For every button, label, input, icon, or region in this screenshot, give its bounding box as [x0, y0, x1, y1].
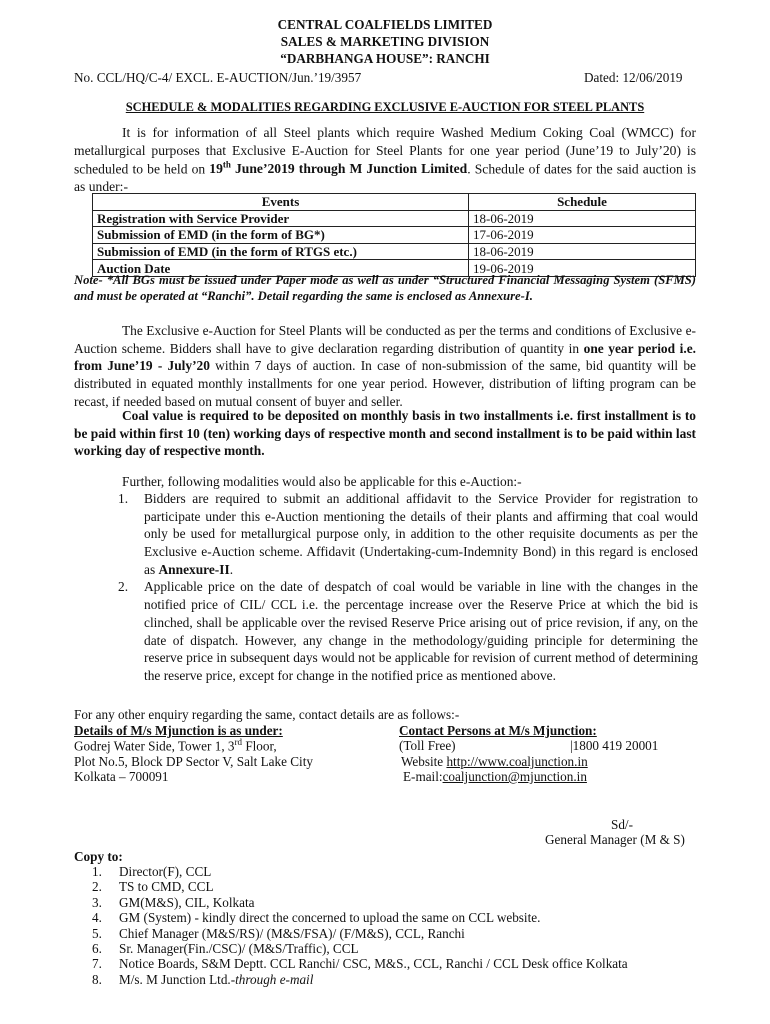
- item-end: .: [229, 561, 234, 577]
- date-cell: 18-06-2019: [469, 243, 696, 260]
- contact-persons-heading: Contact Persons at M/s Mjunction:: [399, 723, 597, 738]
- signatory-title: General Manager (M & S): [545, 832, 685, 847]
- auction-day: 19: [209, 161, 223, 177]
- payment-installments-paragraph: Coal value is required to be deposited on monthly basis in two installments i.e. first installment is to be paid within first 10 (ten) working days of respective month and second installment is to be paid within last working day of respective month.: [74, 408, 696, 459]
- event-cell: Submission of EMD (in the form of RTGS etc.): [93, 243, 469, 260]
- copy-to-heading: Copy to:: [74, 849, 123, 864]
- intro-text-end: . Schedule of dates for the said auction is as under:-: [74, 161, 696, 195]
- date-cell: 17-06-2019: [469, 227, 696, 244]
- item-number: 2.: [118, 579, 129, 595]
- toll-free-label: (Toll Free): [399, 738, 456, 753]
- item-number: 1.: [118, 491, 129, 506]
- schedule-header: Schedule: [469, 194, 696, 211]
- conditions-text-end: within 7 days of auction. In case of non-submission of the same, bid quantity will be distributed in equated monthly installments for one year period. However, distribution of lifting program can be recast, if needed based on mutual consent of buyer and seller.: [74, 358, 696, 409]
- document-date: Dated: 12/06/2019: [584, 70, 683, 85]
- recipient: M/s. M Junction Ltd.: [119, 971, 231, 987]
- recipient: GM(M&S), CIL, Kolkata: [119, 894, 255, 910]
- item-number: 3.: [92, 894, 102, 910]
- conditions-text: The Exclusive e-Auction for Steel Plants will be conducted as per the terms and conditions of Exclusive e-Auction scheme. Bidders shall have to give declaration regarding distribution of quantity in: [74, 323, 696, 356]
- list-item: [92, 909, 628, 924]
- list-item: [92, 971, 628, 986]
- copy-to-list: [92, 863, 628, 986]
- table-row: [93, 243, 696, 260]
- modalities-intro: Further, following modalities would also be applicable for this e-Auction:-: [122, 474, 522, 489]
- annexure-ref: Annexure-II: [158, 561, 230, 577]
- toll-free-number: |1800 419 20001: [570, 738, 659, 753]
- recipient: TS to CMD, CCL: [119, 879, 214, 895]
- list-item: [92, 955, 628, 970]
- list-item: [92, 940, 628, 955]
- list-item: [92, 894, 628, 909]
- item-number: 6.: [92, 940, 102, 956]
- division-name: SALES & MARKETING DIVISION: [280, 34, 490, 49]
- auction-date-text: June’2019 through M Junction Limited: [230, 161, 468, 177]
- address-line-3: Kolkata – 700091: [74, 769, 169, 784]
- table-row: [93, 210, 696, 227]
- intro-text: It is for information of all Steel plants which require Washed Medium Coking Coal (WMCC) for metallurgical purposes that Exclusive E-Auction for Steel Plants for one year period (June’19 to July’20) is scheduled to be held on: [74, 125, 696, 177]
- email-line: [403, 768, 587, 785]
- mjunction-details-heading: Details of M/s Mjunction is as under:: [74, 723, 283, 738]
- events-header: Events: [93, 194, 469, 211]
- list-item: [92, 878, 628, 893]
- list-item: [118, 578, 698, 684]
- address-text: Godrej Water Side, Tower 1, 3: [74, 738, 235, 754]
- floor-suffix: rd: [234, 737, 243, 747]
- event-cell: Registration with Service Provider: [93, 210, 469, 227]
- item-number: 5.: [92, 925, 102, 941]
- recipient: Notice Boards, S&M Deptt. CCL Ranchi/ CSC, M&S., CCL, Ranchi / CCL Desk office Kolkata: [119, 956, 628, 972]
- delivery-method: -through e-mail: [230, 971, 314, 987]
- office-name: “DARBHANGA HOUSE”: RANCHI: [280, 51, 490, 66]
- item-number: 4.: [92, 910, 102, 926]
- email-link[interactable]: coaljunction@mjunction.in: [442, 769, 587, 784]
- item-number: 8.: [92, 971, 102, 987]
- auction-conditions-paragraph: [74, 322, 696, 410]
- recipient: Director(F), CCL: [119, 864, 212, 879]
- item-text: Applicable price on the date of despatch of coal would be variable in line with the changes in the notified price of CIL/ CCL i.e. the percentage increase over the Reserve Price at which the bid is clinched, shall be applicable over the revised Reserve Price arising out of price revision, if any, on the date of dispatch. However, any change in the methodology/guiding principle for determining the reserve price in subsequent days would not be applicable for revision of current method of determining the reserve price, except for change in the notified price as mentioned above.: [144, 579, 698, 683]
- recipient: Chief Manager (M&S/RS)/ (M&S/FSA)/ (F/M&S), CCL, Ranchi: [119, 925, 465, 941]
- subject-line: SCHEDULE & MODALITIES REGARDING EXCLUSIVE E-AUCTION FOR STEEL PLANTS: [125, 100, 645, 114]
- list-item: [92, 925, 628, 940]
- intro-paragraph: [74, 124, 696, 196]
- date-cell: 18-06-2019: [469, 210, 696, 227]
- website-link[interactable]: http://www.coaljunction.in: [446, 754, 588, 769]
- address-floor: Floor,: [242, 738, 277, 754]
- item-text: Bidders are required to submit an additional affidavit to the Service Provider for registration to participate under this e-Auction mentioning the details of their plants and affirming that coal would only be used for metallurgical purpose only, in addition to the other requisite documents as per the Exclusive e-Auction scheme. Affidavit (Undertaking-cum-Indemnity Bond) in this regard is enclosed as: [144, 491, 698, 577]
- item-number: 7.: [92, 956, 102, 972]
- list-item: [92, 863, 628, 878]
- table-row: [93, 227, 696, 244]
- company-name: CENTRAL COALFIELDS LIMITED: [277, 17, 493, 32]
- event-cell: Auction Date: [93, 260, 469, 277]
- item-number: 2.: [92, 879, 102, 895]
- contact-intro: For any other enquiry regarding the same, contact details are as follows:-: [74, 707, 460, 722]
- email-label: E-mail:: [403, 769, 443, 784]
- website-label: Website: [401, 754, 447, 769]
- date-cell: 19-06-2019: [469, 260, 696, 277]
- signature-mark: Sd/-: [611, 817, 633, 832]
- address-line-2: Plot No.5, Block DP Sector V, Salt Lake City: [74, 754, 313, 769]
- distribution-period: one year period i.e. from June’19 - July’20: [74, 340, 696, 374]
- recipient: GM (System) - kindly direct the concerned to upload the same on CCL website.: [119, 910, 541, 926]
- bg-note: Note- *All BGs must be issued under Paper mode as well as under “Structured Financial Messaging System (SFMS) and must be operated at “Ranchi”. Detail regarding the same is enclosed as Annexure-I.: [74, 273, 696, 304]
- list-item: [118, 490, 698, 578]
- schedule-table: [92, 193, 696, 277]
- recipient: Sr. Manager(Fin./CSC)/ (M&S/Traffic), CCL: [119, 940, 359, 956]
- event-cell: Submission of EMD (in the form of BG*): [93, 227, 469, 244]
- modalities-list: [118, 490, 698, 685]
- table-header-row: [93, 194, 696, 211]
- reference-number: No. CCL/HQ/C-4/ EXCL. E-AUCTION/Jun.’19/3957: [74, 70, 362, 85]
- item-number: 1.: [92, 864, 102, 879]
- auction-day-suffix: th: [222, 159, 231, 170]
